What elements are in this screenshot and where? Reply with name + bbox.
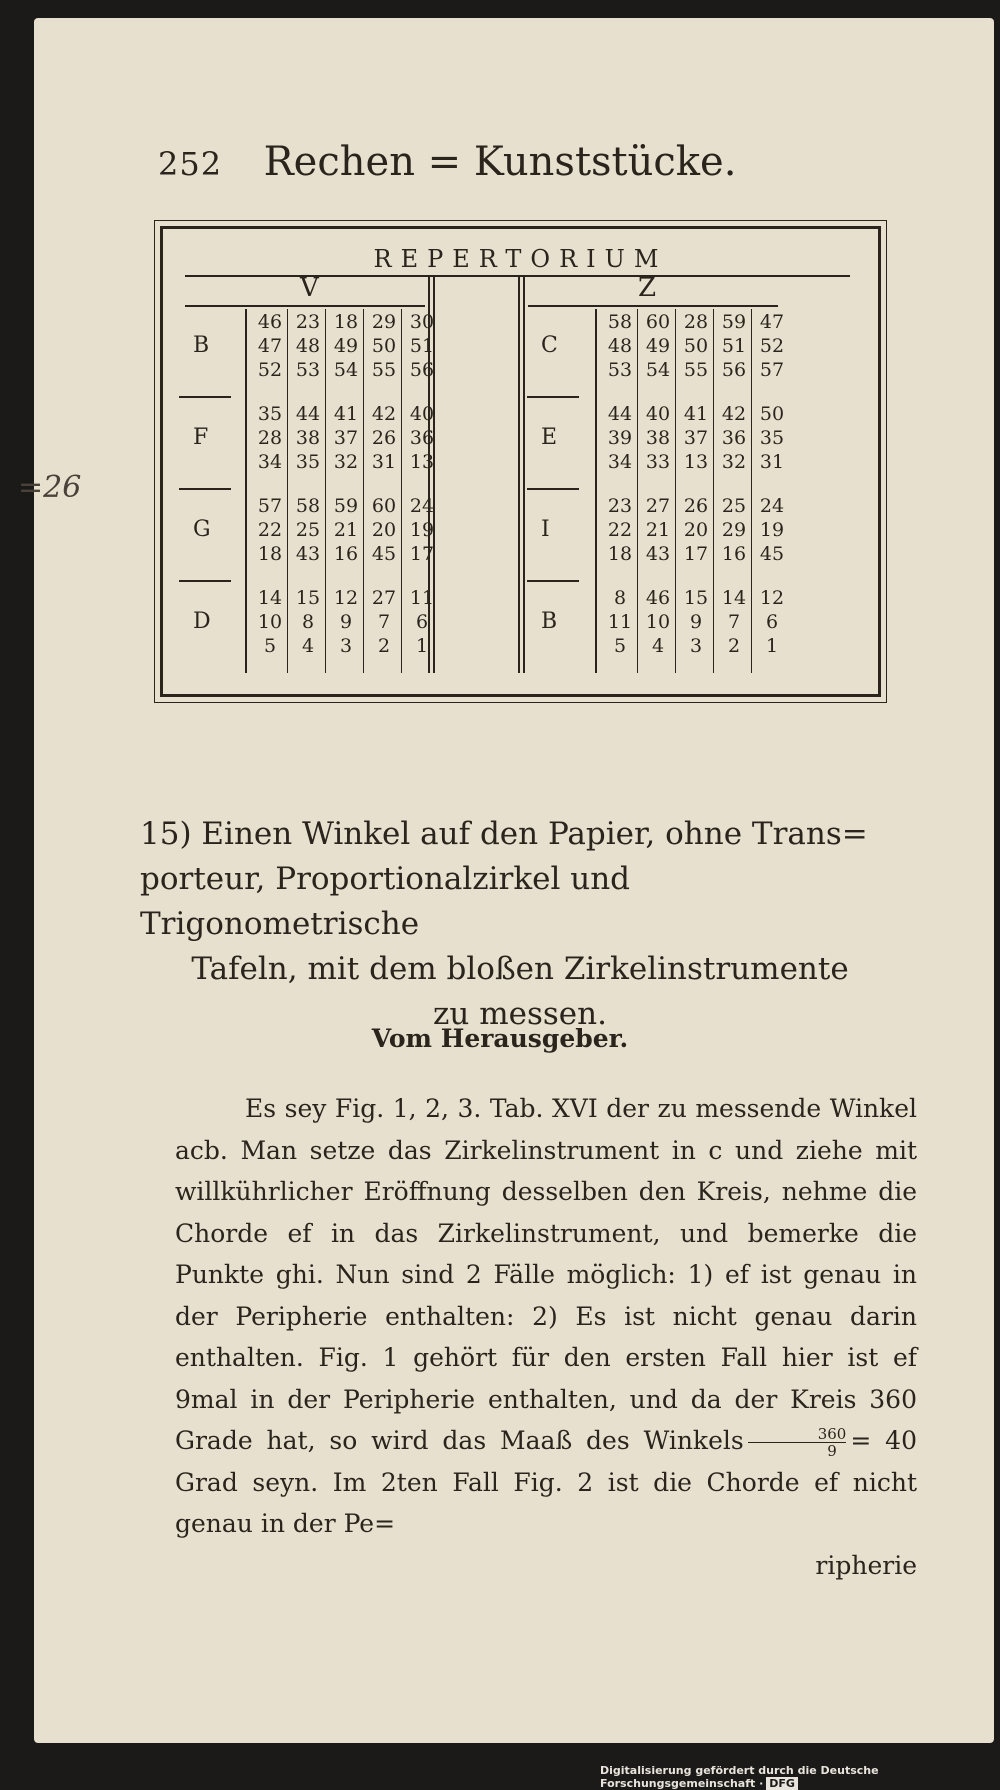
table-cell: 44 [295,403,321,425]
table-cell: 28 [683,311,709,333]
table-cell: 27 [371,587,397,609]
table-cell: 57 [257,495,283,517]
heading-line: zu messen. [433,996,607,1032]
table-cell: 32 [333,451,359,473]
group-label: G [193,517,211,542]
table-cell: 38 [295,427,321,449]
table-cell: 11 [409,587,435,609]
table-cell: 44 [607,403,633,425]
table-cell: 3 [689,635,703,657]
table-cell: 55 [371,359,397,381]
table-cell: 53 [295,359,321,381]
table-cell: 9 [339,611,353,633]
table-cell: 18 [257,543,283,565]
table-cell: 58 [607,311,633,333]
table-cell: 13 [683,451,709,473]
table-cell: 34 [257,451,283,473]
table-cell: 22 [257,519,283,541]
table-cell: 55 [683,359,709,381]
table-cell: 59 [721,311,747,333]
heading-line: porteur, Proportionalzirkel und Trigonometrische [140,861,631,942]
table-cell: 31 [759,451,785,473]
table-cell: 27 [645,495,671,517]
table-cell: 17 [409,543,435,565]
table-cell: 24 [409,495,435,517]
table-cell: 41 [333,403,359,425]
table-cell: 30 [409,311,435,333]
column-divider [518,277,520,673]
table-cell: 56 [721,359,747,381]
table-cell: 9 [689,611,703,633]
table-cell: 16 [333,543,359,565]
table-cell: 35 [257,403,283,425]
footer-text: Digitalisierung gefördert durch die Deutsche Forschungsgemeinschaft · [600,1764,879,1790]
table-cell: 22 [607,519,633,541]
table-cell: 16 [721,543,747,565]
table-cell: 49 [645,335,671,357]
table-cell: 50 [371,335,397,357]
table-cell: 23 [295,311,321,333]
table-cell: 5 [263,635,277,657]
table-cell: 29 [371,311,397,333]
table-cell: 21 [333,519,359,541]
byline: Vom Herausgeber. [371,1024,629,1053]
table-cell: 25 [295,519,321,541]
table-cell: 41 [683,403,709,425]
table-cell: 5 [613,635,627,657]
table-cell: 3 [339,635,353,657]
table-cell: 54 [645,359,671,381]
table-cell: 29 [721,519,747,541]
table-cell: 37 [683,427,709,449]
table-cell: 18 [607,543,633,565]
group-rule [179,488,231,490]
table-cell: 56 [409,359,435,381]
table-cell: 45 [759,543,785,565]
table-cell: 2 [727,635,741,657]
catchword: ripherie [815,1550,917,1580]
table-cell: 31 [371,451,397,473]
table-cell: 49 [333,335,359,357]
table-cell: 48 [295,335,321,357]
group-rule [527,396,579,398]
table-cell: 42 [721,403,747,425]
label-divider [245,309,247,673]
table-cell: 13 [409,451,435,473]
group-rule [527,580,579,582]
table-cell: 43 [645,543,671,565]
table-cell: 11 [607,611,633,633]
table-cell: 47 [257,335,283,357]
table-cell: 52 [257,359,283,381]
table-cell: 57 [759,359,785,381]
running-header [0,135,1000,195]
group-rule [179,580,231,582]
table-cell: 20 [371,519,397,541]
heading-line: 15) Einen Winkel auf den Papier, ohne Trans= [140,816,868,852]
fraction-numerator: 360 [817,1425,847,1443]
section-heading-z: Z [638,273,657,303]
article-body [175,1088,917,1586]
table-cell: 37 [333,427,359,449]
table-cell: 40 [645,403,671,425]
group-label: D [193,609,211,634]
table-cell: 40 [409,403,435,425]
section-heading-v: V [300,273,319,303]
table-title: REPERTORIUM [373,245,668,273]
table-cell: 12 [333,587,359,609]
table-cell: 53 [607,359,633,381]
fraction-denominator: 9 [748,1442,847,1459]
table-cell: 47 [759,311,785,333]
table-cell: 58 [295,495,321,517]
section-rule [185,305,425,307]
table-cell: 24 [759,495,785,517]
paragraph-text: Es sey Fig. 1, 2, 3. Tab. XVI der zu messende Winkel acb. Man setze das Zirkelinstrument in c und ziehe mit willkührlicher Eröffnung desselben den Kreis, nehme die Chorde ef in das Zirkelinstrument, und bemerke die Punkte ghi. Nun sind 2 Fälle möglich: 1) ef ist genau in der Peripherie enthalten: 2) Es ist nicht genau darin enthalten. Fig. 1 gehört für den ersten Fall hier ist ef 9mal in der Peripherie enthalten, und da der Kreis 360 Grade hat, so wird das Maaß des Winkels [175,1094,917,1455]
table-cell: 60 [645,311,671,333]
table-cell: 35 [759,427,785,449]
paragraph-text-cont: = 40 Grad seyn. Im 2ten Fall Fig. 2 ist die Chorde ef nicht genau in der Pe= [175,1426,917,1538]
table-cell: 6 [415,611,429,633]
table-cell: 1 [415,635,429,657]
table-cell: 12 [759,587,785,609]
table-cell: 43 [295,543,321,565]
group-label: B [193,333,210,358]
table-cell: 50 [759,403,785,425]
table-cell: 4 [651,635,665,657]
table-cell: 8 [613,587,627,609]
table-cell: 32 [721,451,747,473]
table-cell: 10 [645,611,671,633]
group-label: E [541,425,558,450]
table-cell: 14 [257,587,283,609]
article-heading [140,812,900,1037]
table-cell: 52 [759,335,785,357]
table-cell: 60 [371,495,397,517]
table-cell: 19 [409,519,435,541]
table-cell: 8 [301,611,315,633]
table-cell: 38 [645,427,671,449]
table-cell: 23 [607,495,633,517]
table-cell: 50 [683,335,709,357]
table-cell: 10 [257,611,283,633]
group-label: F [193,425,209,450]
group-rule [179,396,231,398]
heading-line: Tafeln, mit dem bloßen Zirkelinstrumente [191,951,849,987]
table-cell: 19 [759,519,785,541]
table-cell: 6 [765,611,779,633]
fraction [748,1426,847,1459]
table-cell: 45 [371,543,397,565]
table-cell: 28 [257,427,283,449]
column-divider [523,277,525,673]
section-rule [528,305,778,307]
table-cell: 46 [645,587,671,609]
table-cell: 36 [721,427,747,449]
paragraph [175,1088,917,1545]
table-cell: 17 [683,543,709,565]
margin-annotation: =26 [18,470,82,505]
table-cell: 21 [645,519,671,541]
table-cell: 34 [607,451,633,473]
group-label: I [541,517,550,542]
table-cell: 1 [765,635,779,657]
table-cell: 14 [721,587,747,609]
table-cell: 25 [721,495,747,517]
table-cell: 20 [683,519,709,541]
group-rule [527,488,579,490]
digitization-footer [600,1764,1000,1790]
table-cell: 15 [295,587,321,609]
table-cell: 26 [683,495,709,517]
table-cell: 36 [409,427,435,449]
table-cell: 51 [409,335,435,357]
table-cell: 15 [683,587,709,609]
table-cell: 39 [607,427,633,449]
table-cell: 7 [377,611,391,633]
table-cell: 54 [333,359,359,381]
table-cell: 48 [607,335,633,357]
table-cell: 26 [371,427,397,449]
repertorium-table [160,226,881,697]
group-label: B [541,609,558,634]
group-label: C [541,333,558,358]
table-cell: 59 [333,495,359,517]
table-cell: 18 [333,311,359,333]
table-cell: 4 [301,635,315,657]
table-cell: 33 [645,451,671,473]
table-cell: 46 [257,311,283,333]
table-cell: 51 [721,335,747,357]
table-cell: 7 [727,611,741,633]
table-cell: 2 [377,635,391,657]
table-cell: 35 [295,451,321,473]
table-cell: 42 [371,403,397,425]
page-number: 252 [158,145,223,183]
label-divider [595,309,597,673]
dfg-logo: DFG [766,1777,798,1790]
running-title: Rechen = Kunststücke. [263,139,737,185]
